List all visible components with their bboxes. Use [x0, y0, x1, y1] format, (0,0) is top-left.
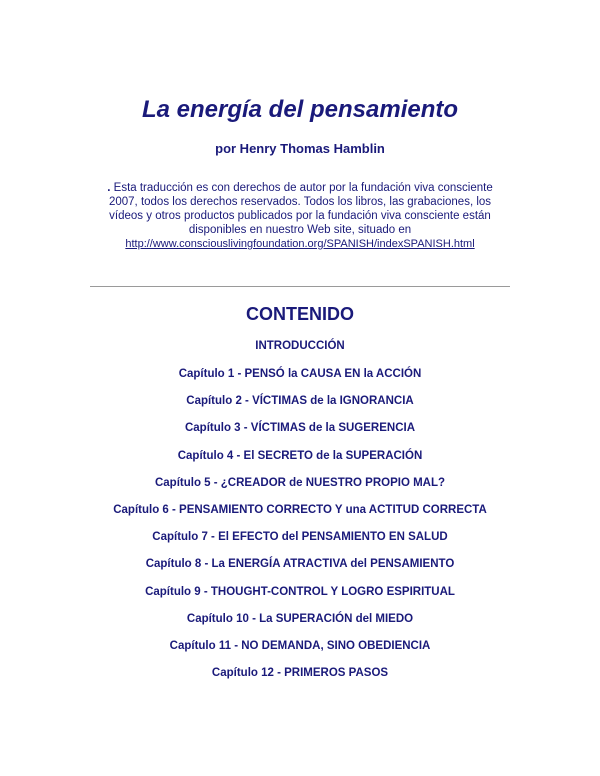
toc-item-introduction[interactable]: INTRODUCCIÓN	[255, 340, 345, 352]
toc-item-chapter-4[interactable]: Capítulo 4 - El SECRETO de la SUPERACIÓN	[177, 449, 423, 462]
toc-item-chapter-8[interactable]: Capítulo 8 - La ENERGÍA ATRACTIVA del PENSAMIENTO	[145, 558, 455, 571]
document-author: por Henry Thomas Hamblin	[215, 141, 385, 156]
table-of-contents	[0, 338, 600, 692]
toc-item-chapter-12[interactable]: Capítulo 12 - PRIMEROS PASOS	[211, 667, 389, 680]
section-divider	[90, 286, 510, 287]
toc-item-chapter-6[interactable]: Capítulo 6 - PENSAMIENTO CORRECTO Y una ACTITUD CORRECTA	[113, 503, 487, 516]
toc-item-chapter-10[interactable]: Capítulo 10 - La SUPERACIÓN del MIEDO	[186, 612, 414, 625]
website-link[interactable]: http://www.consciouslivingfoundation.org/SPANISH/indexSPANISH.html	[125, 238, 475, 250]
toc-item-chapter-11[interactable]: Capítulo 11 - NO DEMANDA, SINO OBEDIENCIA	[169, 639, 431, 652]
document-title: La energía del pensamiento	[141, 96, 459, 123]
copyright-notice	[100, 181, 500, 251]
toc-item-chapter-7[interactable]: Capítulo 7 - El EFECTO del PENSAMIENTO EN SALUD	[152, 531, 448, 544]
contents-heading: CONTENIDO	[246, 304, 354, 324]
toc-item-chapter-2[interactable]: Capítulo 2 - VÍCTIMAS de la IGNORANCIA	[186, 395, 414, 408]
notice-lead-mark: .	[107, 182, 111, 194]
toc-item-chapter-9[interactable]: Capítulo 9 - THOUGHT-CONTROL Y LOGRO ESPIRITUAL	[145, 585, 455, 598]
notice-text: Esta traducción es con derechos de autor por la fundación viva consciente 2007, todos los derechos reservados. Todos los libros, las grabaciones, los vídeos y otros productos publicados por la fundación viva consciente están disponibles en nuestro Web site, situado en	[108, 182, 493, 236]
toc-item-chapter-1[interactable]: Capítulo 1 - PENSÓ la CAUSA EN la ACCIÓN	[178, 368, 422, 380]
toc-item-chapter-3[interactable]: Capítulo 3 - VÍCTIMAS de la SUGERENCIA	[184, 422, 416, 435]
toc-item-chapter-5[interactable]: Capítulo 5 - ¿CREADOR de NUESTRO PROPIO MAL?	[154, 476, 446, 489]
